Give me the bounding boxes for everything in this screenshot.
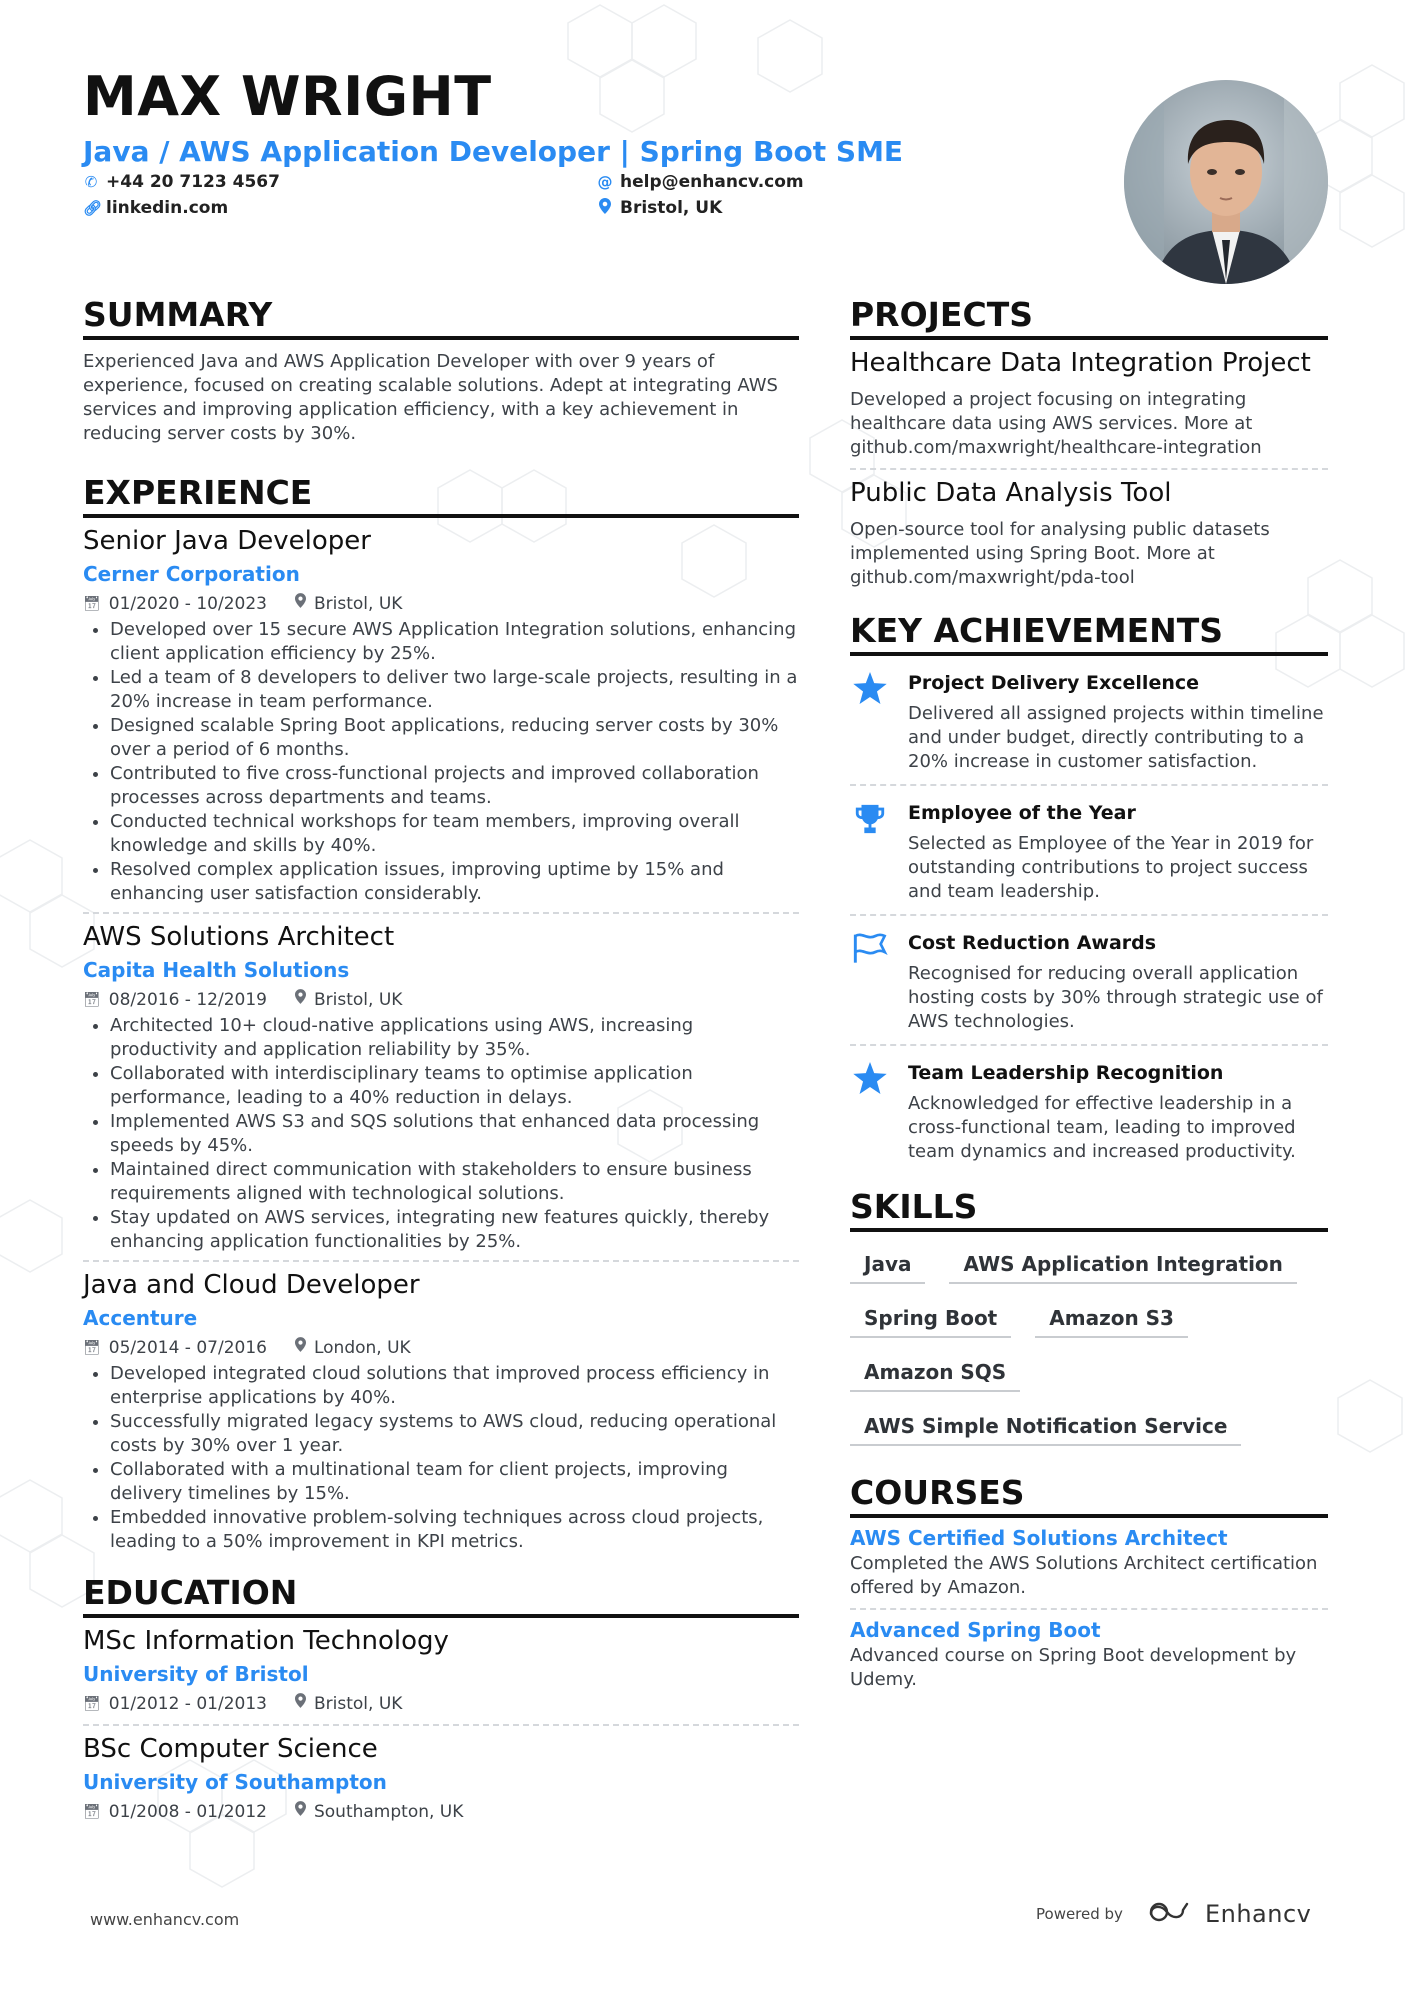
course-text: Advanced course on Spring Boot development by Udemy.	[850, 1644, 1297, 1690]
at-icon: @	[597, 173, 613, 191]
location-pin-icon	[295, 1692, 306, 1716]
bullet: • Led a team of 8 developers to deliver two large-scale projects, resulting in a 20% increase in team performance.	[110, 666, 799, 714]
job-dates: 01/2020 - 10/2023	[108, 593, 267, 614]
course-title[interactable]: AWS Certified Solutions Architect	[850, 1525, 1228, 1550]
bullet: • Collaborated with a multinational team for client projects, improving delivery timelines by 15%.	[110, 1458, 799, 1506]
linkedin-text: linkedin.com	[106, 198, 229, 218]
calendar-icon: 📅︎	[83, 1803, 101, 1820]
degree: MSc Information Technology	[83, 1625, 449, 1656]
project-text: Developed a project focusing on integrating healthcare data using AWS services. More at github.com/maxwright/healthcare-integration	[850, 388, 1262, 458]
job-location: Bristol, UK	[313, 989, 403, 1010]
skill-tag: Amazon S3	[1035, 1300, 1188, 1338]
link-icon: 🔗︎	[83, 199, 103, 217]
skill-tag: AWS Simple Notification Service	[850, 1408, 1241, 1446]
project-title: Public Data Analysis Tool	[850, 477, 1172, 508]
calendar-icon: 📅︎	[83, 991, 101, 1008]
job-role: Senior Java Developer	[83, 525, 371, 556]
job-location: Bristol, UK	[313, 593, 403, 614]
contact-email[interactable]	[597, 172, 804, 192]
experience-heading: EXPERIENCE	[83, 474, 799, 518]
education-location: Bristol, UK	[313, 1693, 403, 1714]
skills-heading: SKILLS	[850, 1188, 1328, 1232]
project-text: Open-source tool for analysing public datasets implemented using Spring Boot. More at github.com/maxwright/pda-tool	[850, 518, 1270, 588]
job-company[interactable]: Cerner Corporation	[83, 561, 300, 586]
profile-photo	[1124, 80, 1328, 284]
job-location: London, UK	[313, 1337, 411, 1358]
bullet: • Embedded innovative problem-solving techniques across cloud projects, leading to a 50% improvement in KPI metrics.	[110, 1506, 799, 1554]
achievements-heading: KEY ACHIEVEMENTS	[850, 612, 1328, 656]
location-text: Bristol, UK	[620, 198, 723, 218]
left-column	[83, 296, 799, 1830]
achievement-text: Delivered all assigned projects within timeline and under budget, directly contributing to a 20% increase in customer satisfaction.	[908, 702, 1324, 772]
job-company[interactable]: Accenture	[83, 1305, 198, 1330]
job-bullets	[83, 1014, 799, 1254]
project-title: Healthcare Data Integration Project	[850, 347, 1311, 378]
education-entry	[83, 1726, 799, 1830]
contact-location	[597, 198, 722, 218]
bullet: • Resolved complex application issues, improving uptime by 15% and enhancing user satisfaction considerably.	[110, 858, 799, 906]
projects-heading: PROJECTS	[850, 296, 1328, 340]
location-pin-icon	[597, 198, 613, 218]
bullet: • Collaborated with interdisciplinary teams to optimise application performance, leading to a 40% reduction in delays.	[110, 1062, 799, 1110]
candidate-name: MAX WRIGHT	[83, 65, 492, 128]
education-location: Southampton, UK	[313, 1801, 464, 1822]
bullet: • Successfully migrated legacy systems to AWS cloud, reducing operational costs by 30% over 1 year.	[110, 1410, 799, 1458]
achievement-text: Selected as Employee of the Year in 2019 for outstanding contributions to project success and team leadership.	[908, 832, 1314, 902]
achievement-entry	[850, 916, 1328, 1046]
star-icon	[850, 1060, 890, 1164]
skills-list	[850, 1232, 1328, 1446]
job-dates: 08/2016 - 12/2019	[108, 989, 267, 1010]
school[interactable]: University of Bristol	[83, 1661, 309, 1686]
contact-phone[interactable]	[83, 172, 280, 192]
achievement-entry	[850, 786, 1328, 916]
job-role: AWS Solutions Architect	[83, 921, 395, 952]
bullet: • Contributed to five cross-functional projects and improved collaboration processes across departments and teams.	[110, 762, 799, 810]
achievement-title: Cost Reduction Awards	[908, 931, 1157, 954]
job-role: Java and Cloud Developer	[83, 1269, 420, 1300]
achievement-title: Team Leadership Recognition	[908, 1061, 1224, 1084]
calendar-icon: 📅︎	[83, 1695, 101, 1712]
location-pin-icon	[295, 592, 306, 616]
candidate-title: Java / AWS Application Developer | Spring Boot SME	[83, 135, 904, 168]
brand-name: Enhancv	[1204, 1900, 1312, 1928]
location-pin-icon	[295, 1336, 306, 1360]
education-entry	[83, 1618, 799, 1726]
course-entry	[850, 1610, 1328, 1698]
education-heading: EDUCATION	[83, 1574, 799, 1618]
summary-heading: SUMMARY	[83, 296, 799, 340]
bullet: • Stay updated on AWS services, integrating new features quickly, thereby enhancing application functionalities by 25%.	[110, 1206, 799, 1254]
bullet: • Developed over 15 secure AWS Application Integration solutions, enhancing client application efficiency by 25%.	[110, 618, 799, 666]
education-dates: 01/2008 - 01/2012	[108, 1801, 267, 1822]
achievement-entry	[850, 1046, 1328, 1174]
flag-icon	[850, 930, 890, 1034]
footer-website[interactable]: www.enhancv.com	[90, 1910, 240, 1929]
experience-entry	[83, 518, 799, 914]
powered-by-label: Powered by	[1036, 1905, 1123, 1923]
skill-tag: AWS Application Integration	[949, 1246, 1296, 1284]
achievement-entry	[850, 656, 1328, 786]
courses-heading: COURSES	[850, 1474, 1328, 1518]
project-entry	[850, 340, 1328, 470]
job-dates: 05/2014 - 07/2016	[108, 1337, 267, 1358]
course-title[interactable]: Advanced Spring Boot	[850, 1617, 1101, 1642]
achievement-text: Recognised for reducing overall application hosting costs by 30% through strategic use of AWS technologies.	[908, 962, 1323, 1032]
job-company[interactable]: Capita Health Solutions	[83, 957, 350, 982]
enhancv-logo-icon	[1147, 1900, 1193, 1928]
degree: BSc Computer Science	[83, 1733, 378, 1764]
achievement-title: Project Delivery Excellence	[908, 671, 1200, 694]
project-entry	[850, 470, 1328, 598]
calendar-icon: 📅︎	[83, 595, 101, 612]
email-text: help@enhancv.com	[620, 172, 804, 192]
phone-text: +44 20 7123 4567	[106, 172, 280, 192]
school[interactable]: University of Southampton	[83, 1769, 387, 1794]
job-bullets	[83, 1362, 799, 1554]
skill-tag: Spring Boot	[850, 1300, 1011, 1338]
star-icon	[850, 670, 890, 774]
location-pin-icon	[295, 1800, 306, 1824]
phone-icon: ✆	[84, 173, 98, 191]
bullet: • Developed integrated cloud solutions that improved process efficiency in enterprise applications by 40%.	[110, 1362, 799, 1410]
right-column	[850, 296, 1328, 1698]
achievement-text: Acknowledged for effective leadership in a cross-functional team, leading to improved team dynamics and increased productivity.	[908, 1092, 1296, 1162]
experience-entry	[83, 914, 799, 1262]
footer-branding[interactable]	[1036, 1900, 1311, 1928]
bullet: • Maintained direct communication with stakeholders to ensure business requirements aligned with technological solutions.	[110, 1158, 799, 1206]
location-pin-icon	[295, 988, 306, 1012]
course-text: Completed the AWS Solutions Architect certification offered by Amazon.	[850, 1552, 1318, 1598]
contact-linkedin[interactable]	[83, 198, 228, 218]
experience-entry	[83, 1262, 799, 1560]
achievement-title: Employee of the Year	[908, 801, 1136, 824]
calendar-icon: 📅︎	[83, 1339, 101, 1356]
bullet: • Conducted technical workshops for team members, improving overall knowledge and skills by 40%.	[110, 810, 799, 858]
skill-tag: Amazon SQS	[850, 1354, 1020, 1392]
education-dates: 01/2012 - 01/2013	[108, 1693, 267, 1714]
bullet: • Designed scalable Spring Boot applications, reducing server costs by 30% over a period of 6 months.	[110, 714, 799, 762]
bullet: • Architected 10+ cloud-native applications using AWS, increasing productivity and application reliability by 35%.	[110, 1014, 799, 1062]
bullet: • Implemented AWS S3 and SQS solutions that enhanced data processing speeds by 45%.	[110, 1110, 799, 1158]
course-entry	[850, 1518, 1328, 1610]
summary-text: Experienced Java and AWS Application Developer with over 9 years of experience, focused on creating scalable solutions. Adept at integrating AWS services and improving application efficiency, with a key achievement in reducing server costs by 30%.	[83, 350, 778, 444]
trophy-icon	[850, 800, 890, 904]
skill-tag: Java	[850, 1246, 925, 1284]
job-bullets	[83, 618, 799, 906]
